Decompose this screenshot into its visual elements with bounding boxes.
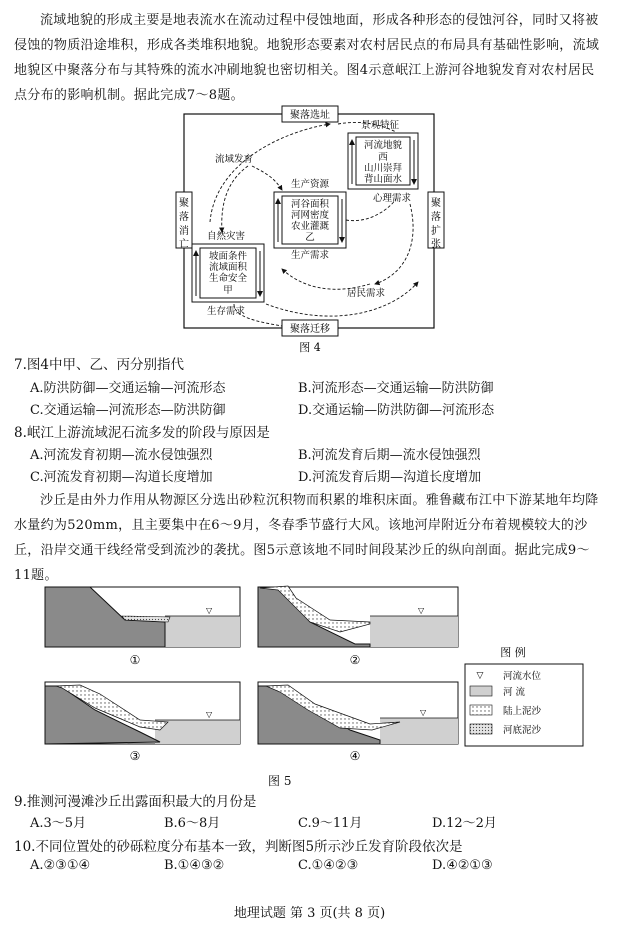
q7-stem: 7.图4中甲、乙、丙分别指代: [14, 357, 184, 373]
jingguan-label: 景观特征: [360, 120, 400, 131]
q10-option-b[interactable]: B.①④③②: [164, 858, 225, 873]
svg-text:▽: ▽: [420, 708, 427, 717]
q9-option-c[interactable]: C.9～11月: [298, 816, 363, 831]
river-swatch: [470, 686, 492, 696]
box3-line2: 流域面积: [208, 262, 248, 273]
label-right-1: 聚: [431, 198, 441, 209]
q10-option-d[interactable]: D.④②①③: [432, 858, 493, 873]
svg-text:▽: ▽: [206, 710, 213, 719]
profile-2: [258, 586, 458, 667]
q8-option-a[interactable]: A.河流发育初期—流水侵蚀强烈: [30, 448, 213, 463]
water-level-icon: ▽: [476, 671, 484, 681]
box2-line2: 河网密度: [290, 210, 330, 221]
fig4-caption: 图 4: [299, 341, 321, 354]
box1-line3: 山川崇拜: [363, 163, 403, 174]
box1-line4: 背山面水: [363, 174, 403, 185]
q8-option-b[interactable]: B.河流发育后期—流水侵蚀强烈: [298, 448, 481, 463]
jumin-label: 居民需求: [346, 288, 386, 299]
box2-line3: 农业灌溉: [290, 221, 330, 232]
intro-paragraph-1: 流域地貌的形成主要是地表流水在流动过程中侵蚀地面，形成各种形态的侵蚀河谷，同时又将被侵蚀的物质沿途堆积，形成各类堆积地貌。地貌形态要素对农村居民点的布局具有基础性影响，流域地貌区中聚落分布与其特殊的流水冲刷地貌也密切相关。图4示意岷江上游河谷地貌发育对农村居民点分布的影响机制。据此完成7～8题。: [14, 13, 600, 103]
riverbed-sand-swatch: [470, 724, 492, 734]
box3-line1: 坡面条件: [208, 251, 248, 262]
land-sand-swatch: [470, 705, 492, 715]
fig5-caption: 图 5: [268, 774, 292, 788]
legend: [465, 645, 583, 746]
q7-option-b[interactable]: B.河流形态—交通运输—防洪防御: [298, 381, 494, 396]
q9-option-b[interactable]: B.6～8月: [164, 816, 221, 831]
page-footer: 地理试题 第 3 页(共 8 页): [233, 906, 386, 921]
q8-option-d[interactable]: D.河流发育后期—沟道长度增加: [298, 470, 482, 485]
label-left-1: 聚: [179, 198, 189, 209]
box1-line1: 河流地貌: [363, 140, 403, 151]
xinli-label: 心理需求: [372, 193, 412, 204]
q7-option-d[interactable]: D.交通运输—防洪防御—河流形态: [298, 403, 495, 418]
box2-line1: 河谷面积: [290, 199, 330, 210]
legend-item-2: 河 流: [503, 687, 526, 698]
svg-text:聚落消亡: 聚落消亡: [179, 198, 189, 250]
q9-option-d[interactable]: D.12～2月: [432, 816, 497, 831]
q10-stem: 10.不同位置处的砂砾粒度分布基本一致，判断图5所示沙丘发育阶段依次是: [14, 839, 463, 855]
q7-option-a[interactable]: A.防洪防御—交通运输—河流形态: [30, 381, 226, 396]
label-top: 聚落选址: [290, 110, 330, 121]
box2-line4: 乙: [305, 232, 315, 243]
liuyu-label: 流域发育: [214, 154, 254, 165]
q10-option-c[interactable]: C.①④②③: [298, 858, 359, 873]
box3-line4: 甲: [223, 285, 233, 296]
profile-1-label: ①: [129, 653, 141, 667]
legend-item-1: 河流水位: [503, 671, 542, 682]
profile-1: [45, 587, 240, 667]
figure-4-diagram: [170, 104, 450, 354]
profile-3: [45, 682, 240, 763]
q9-option-a[interactable]: A.3～5月: [30, 816, 87, 831]
q7-option-c[interactable]: C.交通运输—河流形态—防洪防御: [30, 403, 226, 418]
q8-option-c[interactable]: C.河流发育初期—沟道长度增加: [30, 470, 213, 485]
intro-paragraph-2: 沙丘是由外力作用从物源区分选出砂粒沉积物而积累的堆积床面。雅鲁藏布江中下游某地年均降水量约为520mm，且主要集中在6～9月，冬春季节盛行大风。该地河岸附近分布着规模较大的沙丘，沿岸交通干线经常受到流沙的袭扰。图5示意该地不同时间段某沙丘的纵向剖面。据此完成9～11题。: [14, 493, 599, 583]
legend-item-4: 河底泥沙: [503, 725, 542, 736]
box3-line3: 生命安全: [208, 273, 248, 284]
figure-5-diagram: [40, 582, 590, 787]
box1-line2: 西: [378, 152, 388, 163]
q10-option-a[interactable]: A.②③①④: [30, 858, 91, 873]
shengchan-need: 生产需求: [290, 250, 330, 261]
shengcun-label: 生存需求: [206, 306, 246, 317]
q8-stem: 8.岷江上游流域泥石流多发的阶段与原因是: [14, 425, 270, 441]
svg-text:聚落扩张: 聚落扩张: [431, 198, 441, 250]
q9-stem: 9.推测河漫滩沙丘出露面积最大的月份是: [14, 794, 257, 810]
shengchan-title: 生产资源: [290, 179, 330, 190]
svg-text:▽: ▽: [418, 606, 425, 615]
legend-title: 图 例: [500, 646, 526, 659]
zaihai-label: 自然灾害: [206, 231, 246, 242]
legend-item-3: 陆上泥沙: [503, 706, 542, 717]
profile-4: [258, 682, 458, 763]
profile-3-label: ③: [129, 749, 141, 763]
label-bottom: 聚落迁移: [290, 324, 330, 335]
profile-2-label: ②: [349, 653, 361, 667]
profile-4-label: ④: [349, 749, 361, 763]
svg-text:▽: ▽: [206, 606, 213, 615]
